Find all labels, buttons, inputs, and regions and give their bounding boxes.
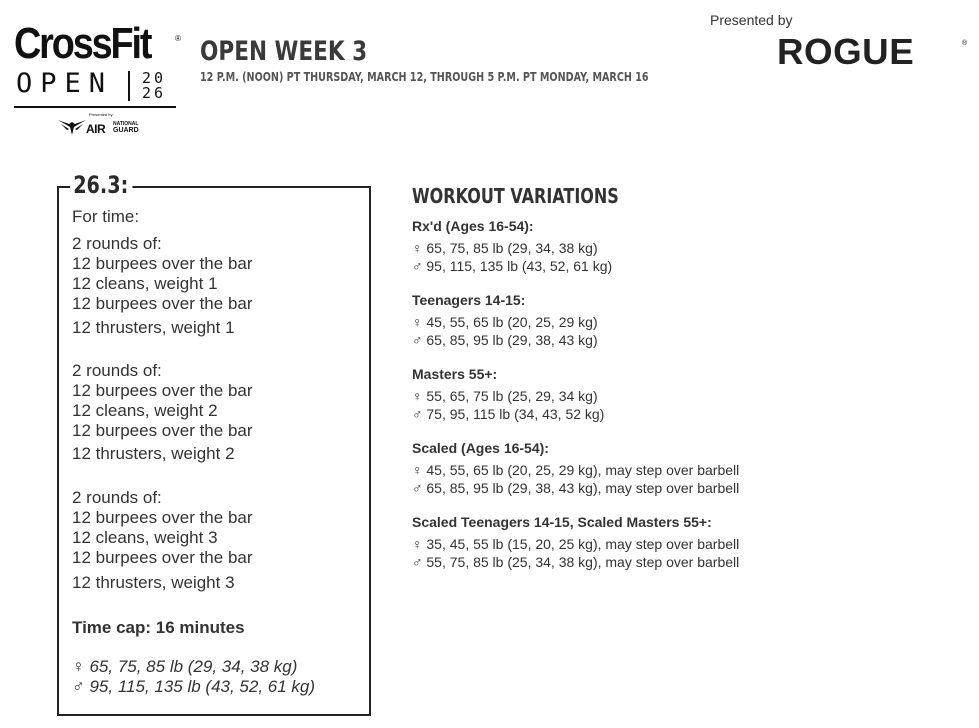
workout-line: 12 cleans, weight 3 (72, 528, 218, 547)
workout-line: 12 thrusters, weight 3 (72, 573, 235, 592)
workout-line: For time: (72, 207, 140, 226)
crossfit-logo-wordmark: CrossFit (14, 19, 151, 68)
open-logo-word: OPEN (16, 68, 114, 99)
workout-line: 12 burpees over the bar (72, 254, 253, 273)
page-title: OPEN WEEK 3 (200, 36, 368, 67)
sponsor-air-text: AIR (86, 122, 106, 136)
variation-female: ♀ 45, 55, 65 lb (20, 25, 29 kg) (412, 314, 598, 330)
sponsor-national-text: NATIONAL (113, 121, 139, 127)
logo-year-bottom: 26 (142, 84, 167, 102)
variation-heading: Masters 55+: (412, 366, 498, 382)
workout-line: 12 burpees over the bar (72, 508, 253, 527)
presented-by-label: Presented by (710, 12, 793, 28)
variation-male: ♂ 55, 75, 85 lb (25, 34, 38 kg), may step over barbell (412, 554, 740, 570)
variation-female: ♀ 35, 45, 55 lb (15, 20, 25 kg), may step over barbell (412, 536, 740, 552)
variation-heading: Scaled Teenagers 14-15, Scaled Masters 55+: (412, 514, 712, 530)
variation-heading: Scaled (Ages 16-54): (412, 440, 549, 456)
workout-line: 12 thrusters, weight 2 (72, 444, 235, 463)
workout-line: 2 rounds of: (72, 361, 162, 380)
male-weights: ♂ 95, 115, 135 lb (43, 52, 61 kg) (72, 677, 316, 696)
air-national-guard-wing-icon (58, 118, 86, 136)
workout-name: 26.3: (70, 173, 132, 197)
workout-line: 12 burpees over the bar (72, 294, 253, 313)
page-subtitle: 12 P.M. (NOON) PT THURSDAY, MARCH 12, THROUGH 5 P.M. PT MONDAY, MARCH 16 (200, 70, 649, 84)
rogue-registered-mark: ® (962, 40, 968, 47)
logo-underline (14, 106, 176, 108)
rogue-logo: ROGUE (777, 31, 915, 72)
variation-heading: Teenagers 14-15: (412, 292, 526, 308)
workout-line: 12 burpees over the bar (72, 381, 253, 400)
workout-line: 12 burpees over the bar (72, 548, 253, 567)
variation-male: ♂ 65, 85, 95 lb (29, 38, 43 kg) (412, 332, 598, 348)
variation-female: ♀ 65, 75, 85 lb (29, 34, 38 kg) (412, 240, 598, 256)
variation-female: ♀ 55, 65, 75 lb (25, 29, 34 kg) (412, 388, 598, 404)
workout-line: 12 cleans, weight 2 (72, 401, 218, 420)
variation-female: ♀ 45, 55, 65 lb (20, 25, 29 kg), may step over barbell (412, 462, 740, 478)
workout-line: 12 burpees over the bar (72, 421, 253, 440)
variation-male: ♂ 95, 115, 135 lb (43, 52, 61 kg) (412, 258, 613, 274)
logo-divider (128, 71, 130, 101)
workout-line: 2 rounds of: (72, 234, 162, 253)
time-cap: Time cap: 16 minutes (72, 618, 245, 637)
variations-title: WORKOUT VARIATIONS (412, 184, 619, 208)
sponsor-presented-label: Presented by (89, 112, 113, 117)
logo-year-top: 20 (142, 69, 167, 87)
variation-male: ♂ 65, 85, 95 lb (29, 38, 43 kg), may step over barbell (412, 480, 740, 496)
workout-line: 12 cleans, weight 1 (72, 274, 218, 293)
female-weights: ♀ 65, 75, 85 lb (29, 34, 38 kg) (72, 657, 298, 676)
workout-line: 12 thrusters, weight 1 (72, 318, 235, 337)
variation-heading: Rx'd (Ages 16-54): (412, 218, 534, 234)
sponsor-guard-text: GUARD (113, 127, 139, 134)
registered-mark: ® (175, 34, 181, 43)
workout-line: 2 rounds of: (72, 488, 162, 507)
variation-male: ♂ 75, 95, 115 lb (34, 43, 52 kg) (412, 406, 605, 422)
